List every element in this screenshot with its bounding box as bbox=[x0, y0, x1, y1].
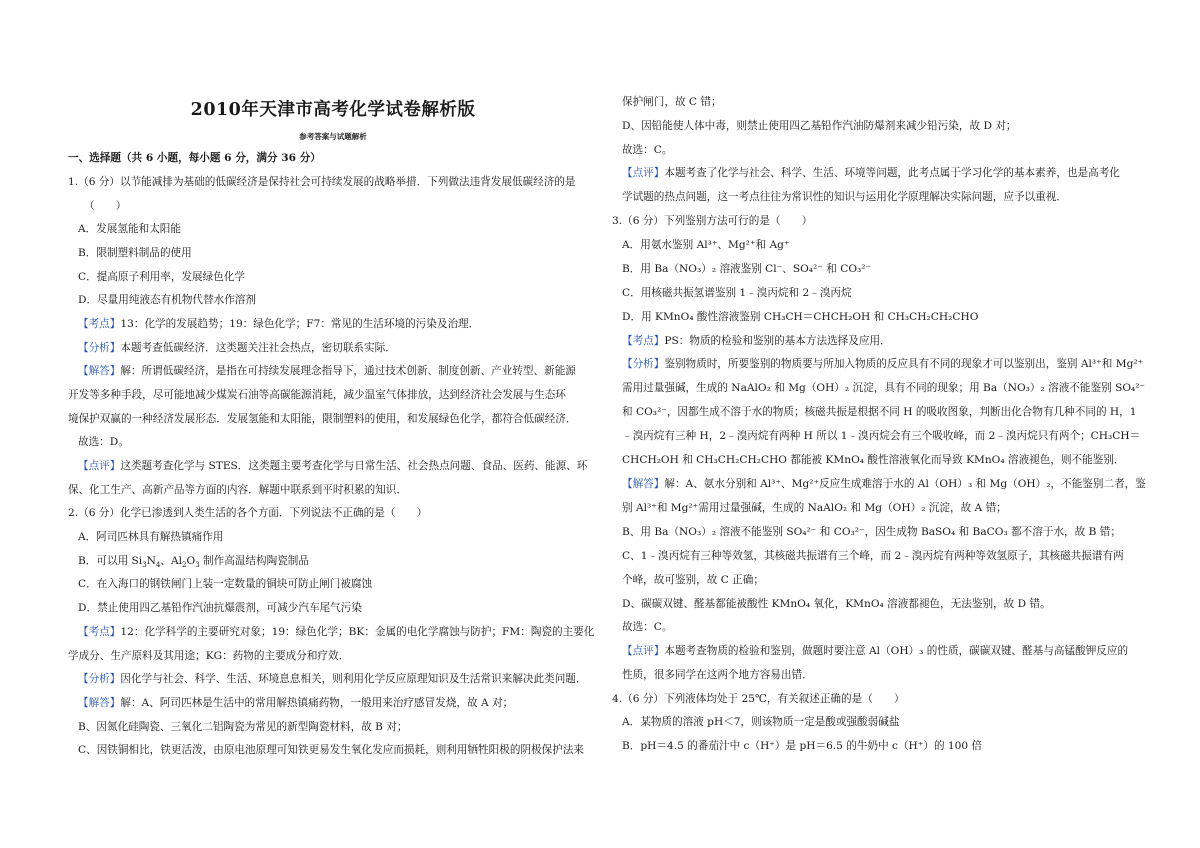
q3-fenxi bbox=[622, 357, 1143, 371]
q3-jieda-d: D、碳碳双键、醛基都能被酸性 KMnO₄ 氧化，KMnO₄ 溶液都褪色，无法鉴别，故 D 错。 bbox=[622, 598, 1051, 610]
q2-jieda-b: B、因氮化硅陶瓷、三氧化二铝陶瓷为常见的新型陶瓷材料，故 B 对； bbox=[78, 721, 408, 733]
q3-option-a: A．用氨水鉴别 Al³⁺、Mg²⁺和 Ag⁺ bbox=[622, 239, 790, 251]
q2-option-d: D．禁止使用四乙基铅作汽油抗爆震剂，可减少汽车尾气污染 bbox=[78, 602, 362, 614]
fenxi-tag: 【分析】 bbox=[622, 358, 665, 370]
kaodian-tag: 【考点】 bbox=[622, 335, 665, 347]
kaodian-tag: 【考点】 bbox=[78, 626, 121, 638]
q3-fenxi-line2: 需用过量强碱，生成的 NaAlO₂ 和 Mg（OH）₂ 沉淀，具有不同的现象；用 Ba（NO₃）₂ 溶液不能鉴别 SO₄²⁻ bbox=[622, 382, 1146, 394]
q1-option-d: D．尽量用纯液态有机物代替水作溶剂 bbox=[78, 294, 256, 306]
q1-fenxi-text: 本题考查低碳经济．这类题关注社会热点，密切联系实际． bbox=[120, 342, 396, 354]
q3-jieda-line2: 别 Al³⁺和 Mg²⁺需用过量强碱，生成的 NaAlO₂ 和 Mg（OH）₂ 沉淀，故 A 错； bbox=[622, 502, 1007, 514]
section-heading: 一、选择题（共 6 小题，每小题 6 分，满分 36 分） bbox=[68, 152, 321, 164]
q1-jieda-text: 解：所谓低碳经济，是指在可持续发展理念指导下，通过技术创新、制度创新、产业转型、新能源 bbox=[120, 365, 576, 377]
q2-jieda-c: C、因铁铜相比，铁更活泼，由原电池原理可知铁更易发生氧化发应而损耗，则利用牺牲阳极的阴极保护法来 bbox=[78, 744, 585, 756]
q1-dianping bbox=[78, 459, 587, 473]
q3-stem: 3.（6 分）下列鉴别方法可行的是（ ） bbox=[612, 215, 813, 227]
q2-option-c: C．在入海口的钢铁闸门上装一定数量的铜块可防止闸门被腐蚀 bbox=[78, 578, 373, 590]
q1-stem-blank: （ ） bbox=[84, 200, 127, 212]
jieda-tag: 【解答】 bbox=[78, 697, 121, 709]
q2-jieda-d: D、因铅能使人体中毒，则禁止使用四乙基铅作汽油防爆剂来减少铅污染，故 D 对； bbox=[622, 120, 1017, 132]
q1-kaodian bbox=[78, 317, 479, 331]
q2-stem: 2.（6 分）化学已渗透到人类生活的各个方面．下列说法不正确的是（ ） bbox=[68, 507, 428, 519]
q1-jieda-line2: 开发等多种手段，尽可能地减少煤炭石油等高碳能源消耗，减少温室气体排放，达到经济社会发展与生态环 bbox=[68, 389, 566, 401]
q3-answer: 故选：C。 bbox=[622, 621, 673, 633]
q2-option-b: B．可以用 $Si_3N_4$、$Al_2O_3$ 制作高温结构陶瓷制品 bbox=[78, 555, 309, 570]
jieda-tag: 【解答】 bbox=[622, 478, 665, 490]
q1-kaodian-text: 13：化学的发展趋势；19：绿色化学；F7：常见的生活环境的污染及治理． bbox=[120, 318, 480, 330]
q1-dianping-text: 这类题考查化学与 STES．这类题主要考查化学与日常生活、社会热点问题、食品、医药、能源、环 bbox=[120, 460, 588, 472]
q3-dianping-line2: 性质，很多同学在这两个地方容易出错． bbox=[622, 669, 813, 681]
q3-option-b: B．用 Ba（NO₃）₂ 溶液鉴别 Cl⁻、SO₄²⁻ 和 CO₃²⁻ bbox=[622, 263, 872, 275]
document-title: 2010年天津市高考化学试卷解析版 bbox=[190, 100, 476, 120]
jieda-tag: 【解答】 bbox=[78, 365, 121, 377]
fenxi-tag: 【分析】 bbox=[78, 342, 121, 354]
q2-dianping-line2: 学试题的热点问题，这一考点往往为常识性的知识与运用化学原理解决实际问题，应予以重视． bbox=[622, 191, 1067, 203]
fenxi-tag: 【分析】 bbox=[78, 673, 121, 685]
q2-dianping bbox=[622, 166, 1120, 180]
q3-jieda bbox=[622, 477, 1146, 491]
q3-jieda-text: 解：A、氨水分别和 Al³⁺、Mg²⁺反应生成难溶于水的 Al（OH）₃ 和 Mg（OH）₂，不能鉴别二者，鉴 bbox=[664, 478, 1146, 490]
q4-option-b: B．pH＝4.5 的番茄汁中 c（H⁺）是 pH＝6.5 的牛奶中 c（H⁺）的 100 倍 bbox=[622, 740, 983, 752]
q3-kaodian-text: PS：物质的检验和鉴别的基本方法选择及应用． bbox=[664, 335, 891, 347]
q1-option-b: B．限制塑料制品的使用 bbox=[78, 247, 192, 259]
q1-fenxi bbox=[78, 341, 396, 355]
document-subtitle: 参考答案与试题解析 bbox=[299, 132, 367, 141]
q3-dianping-text: 本题考查物质的检验和鉴别，做题时要注意 Al（OH）₃ 的性质，碳碳双键、醛基与高锰酸钾反应的 bbox=[664, 645, 1129, 657]
q2-kaodian bbox=[78, 625, 594, 639]
q2-jieda-c-cont: 保护闸门，故 C 错； bbox=[622, 96, 722, 108]
q3-dianping bbox=[622, 644, 1128, 658]
q2-jieda bbox=[78, 696, 513, 710]
q2-jieda-text: 解：A、阿司匹林是生活中的常用解热镇痛药物，一般用来治疗感冒发烧，故 A 对； bbox=[120, 697, 514, 709]
q2-kaodian-text: 12：化学科学的主要研究对象；19：绿色化学；BK：金属的电化学腐蚀与防护；FM：陶瓷的主要化 bbox=[120, 626, 595, 638]
q3-jieda-c-cont: 个峰，故可鉴别，故 C 正确； bbox=[622, 574, 764, 586]
dianping-tag: 【点评】 bbox=[622, 167, 665, 179]
q1-option-a: A．发展氢能和太阳能 bbox=[78, 223, 181, 235]
q1-jieda bbox=[78, 364, 576, 378]
q3-fenxi-line3: 和 CO₃²⁻，因都生成不溶于水的物质；核磁共振是根据不同 H 的吸收图象，判断出化合物有几种不同的 H，1 bbox=[622, 406, 1137, 418]
q3-option-c: C．用核磁共振氢谱鉴别 1﹣溴丙烷和 2﹣溴丙烷 bbox=[622, 287, 852, 299]
q3-jieda-b: B、用 Ba（NO₃）₂ 溶液不能鉴别 SO₄²⁻ 和 CO₃²⁻，因生成物 BaSO₄ 和 BaCO₃ 都不溶于水，故 B 错； bbox=[622, 526, 1121, 538]
q1-dianping-line2: 保、化工生产、高新产品等方面的内容．解题中联系到平时积累的知识． bbox=[68, 484, 407, 496]
kaodian-tag: 【考点】 bbox=[78, 318, 121, 330]
q3-kaodian bbox=[622, 334, 891, 348]
q3-fenxi-line4: ﹣溴丙烷有三种 H，2﹣溴丙烷有两种 H 所以 1﹣溴丙烷会有三个吸收峰，而 2﹣溴丙烷只有两个；CH₃CH＝ bbox=[622, 430, 1141, 442]
q1-answer: 故选：D。 bbox=[78, 436, 129, 448]
q2-option-a: A．阿司匹林具有解热镇痛作用 bbox=[78, 531, 224, 543]
q3-jieda-c: C、1﹣溴丙烷有三种等效氢，其核磁共振谱有三个峰，而 2﹣溴丙烷有两种等效氢原子，其核磁共振谱有两 bbox=[622, 550, 1124, 562]
q2-fenxi bbox=[78, 672, 587, 686]
q2-kaodian-line2: 学成分、生产原料及其用途；KG：药物的主要成分和疗效． bbox=[68, 650, 350, 662]
q2-fenxi-text: 因化学与社会、科学、生活、环境息息相关，则利用化学反应原理知识及生活常识来解决此类问题． bbox=[120, 673, 587, 685]
q2-answer: 故选：C。 bbox=[622, 144, 673, 156]
q1-option-c: C．提高原子利用率，发展绿色化学 bbox=[78, 271, 246, 283]
dianping-tag: 【点评】 bbox=[622, 645, 665, 657]
q4-stem: 4.（6 分）下列液体均处于 25℃，有关叙述正确的是（ ） bbox=[612, 693, 905, 705]
dianping-tag: 【点评】 bbox=[78, 460, 121, 472]
q3-fenxi-text: 鉴别物质时，所要鉴别的物质要与所加入物质的反应具有不同的现象才可以鉴别出，鉴别 Al³⁺和 Mg²⁺ bbox=[664, 358, 1144, 370]
q4-option-a: A．某物质的溶液 pH＜7，则该物质一定是酸或强酸弱碱盐 bbox=[622, 716, 900, 728]
q3-fenxi-line5: CHCH₂OH 和 CH₃CH₂CH₂CHO 都能被 KMnO₄ 酸性溶液氧化而导致 KMnO₄ 溶液褪色，则不能鉴别． bbox=[622, 454, 1125, 466]
q3-option-d: D．用 KMnO₄ 酸性溶液鉴别 CH₃CH＝CHCH₂OH 和 CH₃CH₂CH₂CHO bbox=[622, 311, 979, 323]
q1-stem: 1.（6 分）以节能减排为基础的低碳经济是保持社会可持续发展的战略举措．下列做法违背发展低碳经济的是 bbox=[68, 176, 576, 188]
q1-jieda-line3: 境保护双赢的一种经济发展形态．发展氢能和太阳能，限制塑料的使用，和发展绿色化学，都符合低碳经济． bbox=[68, 413, 577, 425]
q2-dianping-text: 本题考查了化学与社会、科学、生活、环境等问题，此考点属于学习化学的基本素养，也是高考化 bbox=[664, 167, 1120, 179]
